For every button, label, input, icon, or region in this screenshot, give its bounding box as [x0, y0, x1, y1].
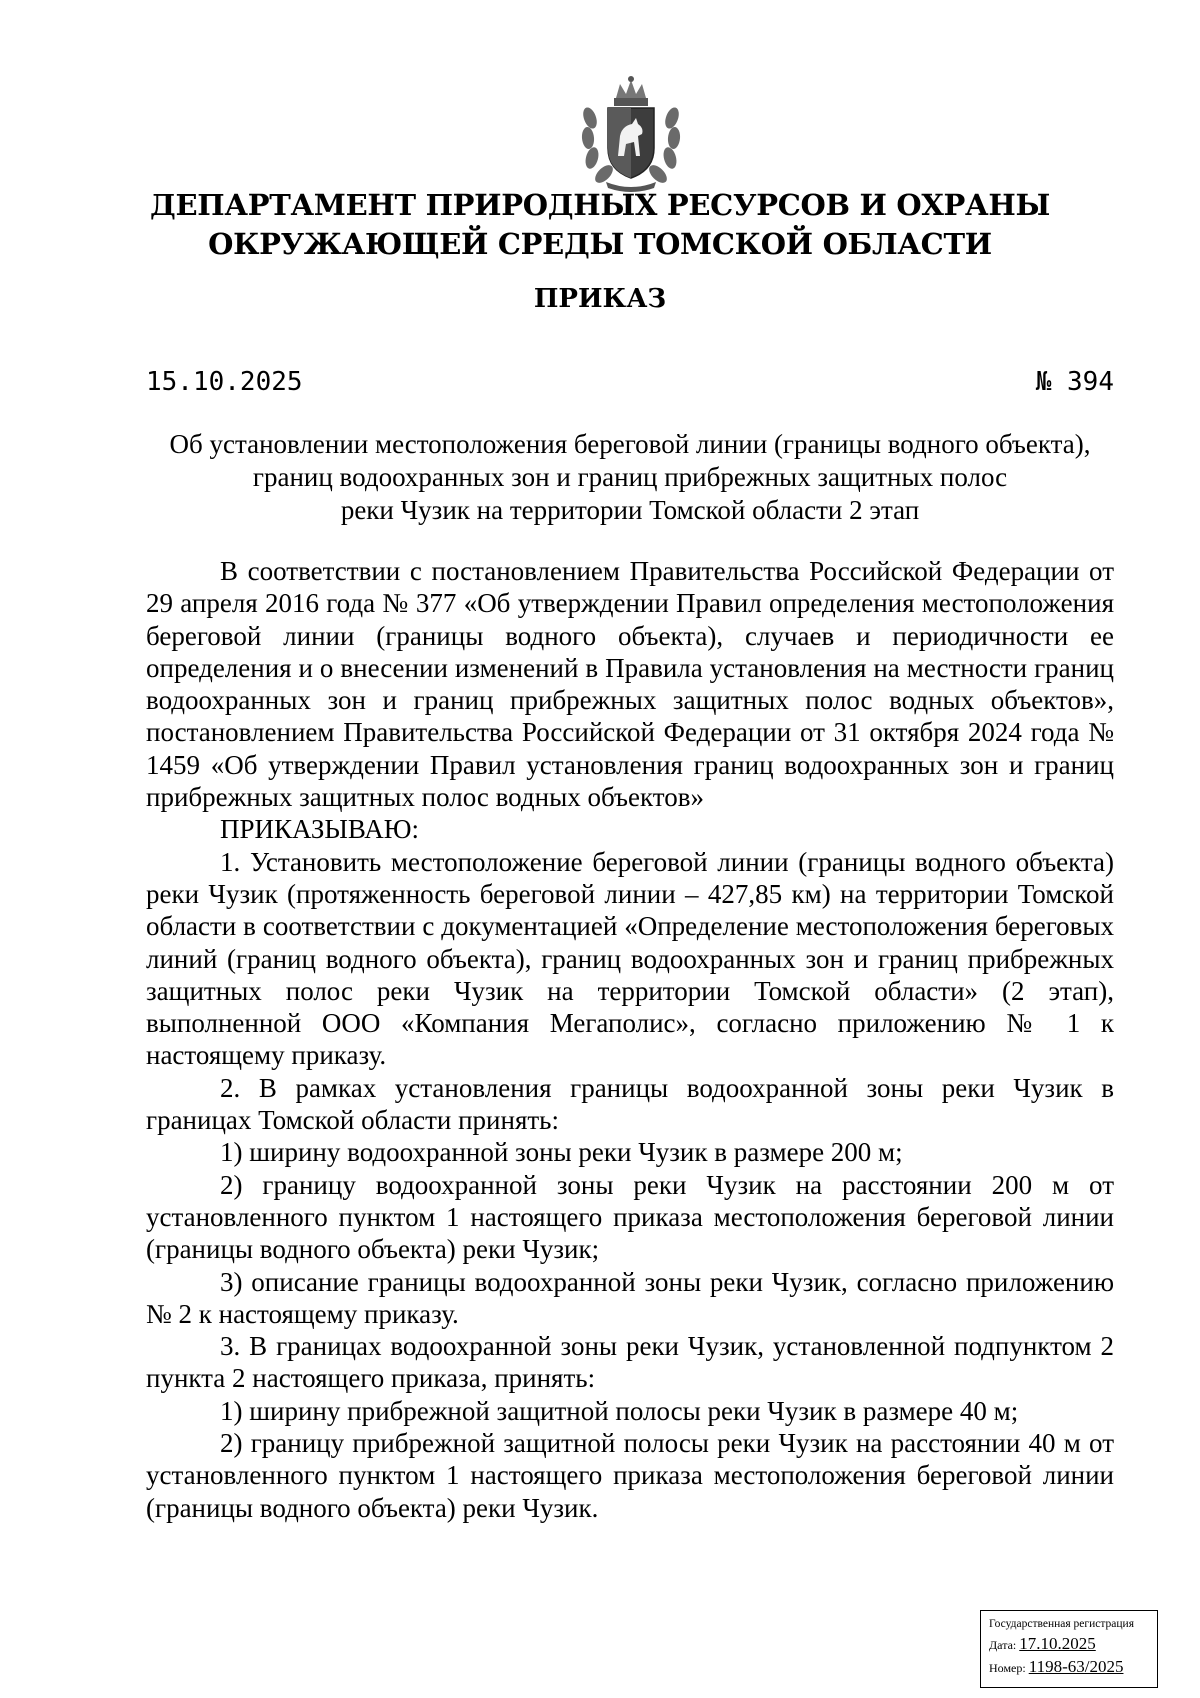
- registration-number-label: Номер:: [989, 1661, 1026, 1675]
- department-line-1: ДЕПАРТАМЕНТ ПРИРОДНЫХ РЕСУРСОВ И ОХРАНЫ: [150, 188, 1050, 222]
- document-subject: [140, 428, 1120, 527]
- paragraph-2-item-3: 3) описание границы водоохранной зоны реки Чузик, согласно приложению № 2 к настоящему приказу.: [146, 1266, 1114, 1329]
- subject-line-2: границ водоохранных зон и границ прибрежных защитных полос: [252, 462, 1008, 492]
- paragraph-2-item-2: 2) границу водоохранной зоны реки Чузик на расстоянии 200 м от установленного пунктом 1 настоящего приказа местоположения береговой линии (границы водного объекта) реки Чузик;: [146, 1169, 1114, 1265]
- registration-date-row: [989, 1631, 1151, 1658]
- department-name: [130, 186, 1070, 264]
- registration-date-value: 17.10.2025: [1019, 1634, 1096, 1653]
- paragraph-2-item-1: 1) ширину водоохранной зоны реки Чузик в размере 200 м;: [220, 1137, 903, 1168]
- registration-title: Государственная регистрация: [989, 1618, 1134, 1630]
- document-body: [146, 555, 1114, 1524]
- tomsk-region-coat-of-arms-icon: [576, 74, 686, 194]
- registration-number-row: [989, 1658, 1151, 1677]
- subject-line-3: реки Чузик на территории Томской области 2 этап: [340, 495, 920, 525]
- paragraph-3-item-1: 1) ширину прибрежной защитной полосы реки Чузик в размере 40 м;: [220, 1395, 1019, 1426]
- order-word: ПРИКАЗЫВАЮ:: [220, 814, 419, 845]
- document-number: № 394: [1035, 367, 1114, 397]
- preamble-paragraph: В соответствии с постановлением Правительства Российской Федерации от 29 апреля 2016 года № 377 «Об утверждении Правил определения местоположения береговой линии (границы водного объекта), случаев и периодичности ее определения и о внесении изменений в Правила установления на местности границ водоохранных зон и границ прибрежных защитных полос водных объектов», постановлением Правительства Российской Федерации от 31 октября 2024 года № 1459 «Об утверждении Правил установления границ водоохранных зон и границ прибрежных защитных полос водных объектов»: [146, 556, 1114, 813]
- registration-stamp: [980, 1610, 1158, 1688]
- registration-date-label: Дата:: [989, 1638, 1017, 1652]
- paragraph-1: 1. Установить местоположение береговой линии (границы водного объекта) реки Чузик (протяженность береговой линии – 427,85 км) на территории Томской области в соответствии с документацией «Определение местоположения береговых линий (границ водного объекта), границ водоохранных зон и границ прибрежных защитных полос реки Чузик на территории Томской области» (2 этап), выполненной ООО «Компания Мегаполис», согласно приложению № 1 к настоящему приказу.: [146, 846, 1114, 1071]
- paragraph-2: 2. В рамках установления границы водоохранной зоны реки Чузик в границах Томской области принять:: [146, 1072, 1114, 1136]
- registration-number-value: 1198-63/2025: [1028, 1657, 1124, 1676]
- document-type-title: ПРИКАЗ: [533, 284, 667, 314]
- paragraph-3-item-2: 2) границу прибрежной защитной полосы реки Чузик на расстоянии 40 м от установленного пунктом 1 настоящего приказа местоположения береговой линии (границы водного объекта) реки Чузик.: [146, 1428, 1114, 1523]
- document-date: 15.10.2025: [146, 367, 303, 397]
- paragraph-3: 3. В границах водоохранной зоны реки Чузик, установленной подпунктом 2 пункта 2 настоящего приказа, принять:: [146, 1331, 1114, 1394]
- department-line-2: ОКРУЖАЮЩЕЙ СРЕДЫ ТОМСКОЙ ОБЛАСТИ: [208, 227, 992, 261]
- subject-line-1: Об установлении местоположения береговой линии (границы водного объекта),: [169, 429, 1091, 459]
